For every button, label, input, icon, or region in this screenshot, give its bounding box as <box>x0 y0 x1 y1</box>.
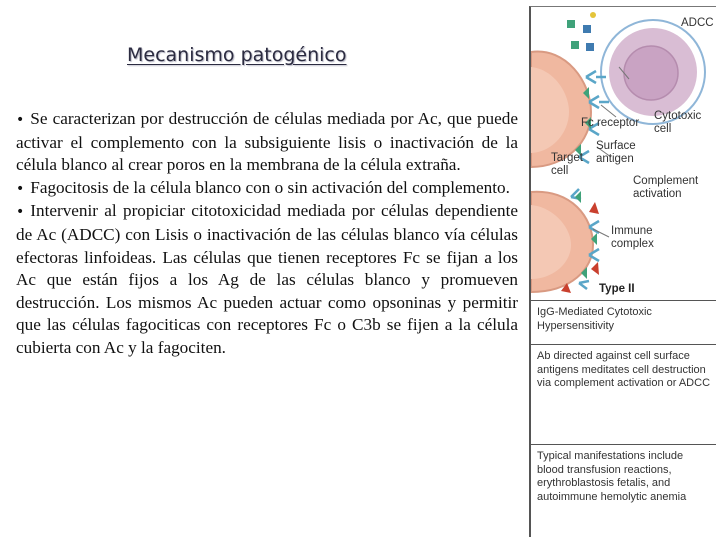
paragraph-2-text: Fagocitosis de la célula blanco con o sin activación del complemento. <box>30 177 510 197</box>
label-complement-activation: Complement activation <box>633 175 699 200</box>
granule <box>571 41 579 49</box>
label-surface-antigen: Surface antigen <box>596 140 636 165</box>
paragraph-1 <box>16 108 518 177</box>
granule <box>567 20 575 28</box>
granule <box>586 43 594 51</box>
label-adcc: ADCC <box>681 17 714 29</box>
bullet: • <box>16 204 25 221</box>
box-mechanism: Ab directed against cell surface antigens meditates cell destruction via complement activation or ADCC <box>531 344 716 444</box>
type-label: Type II <box>599 283 635 295</box>
box-heading: IgG-Mediated Cytotoxic Hypersensitivity <box>531 300 716 344</box>
label-immune-complex: Immune complex <box>611 225 654 250</box>
paragraph-1-text: Se caracterizan por destrucción de células mediada por Ac, que puede activar el complemento con la subsiguiente lisis o inactivación de la célula blanco al crear poros en la membrana de la célula extraña. <box>16 109 518 175</box>
label-cytotoxic-cell: Cytotoxic cell <box>654 110 702 135</box>
label-target-cell: Target cell <box>551 152 583 177</box>
label-fc-receptor: Fc receptor <box>581 117 640 129</box>
bullet: • <box>16 112 25 128</box>
body-text <box>16 108 518 360</box>
slide-title: Mecanismo patogénico <box>127 44 347 66</box>
granule <box>583 25 591 33</box>
figure-panel <box>529 6 716 537</box>
paragraph-3 <box>16 200 518 359</box>
bullet: • <box>16 180 25 197</box>
granule <box>590 12 596 18</box>
paragraph-3-text: Intervenir al propiciar citotoxicidad mediada por células dependiente de Ac (ADCC) con Lisis o inactivación de las células blanco vía células efectoras linfoideas. Las células que tienen receptores Fc se fijan a los Ac que están fijos a los Ag de las células blanco y promueven destrucción. Los mismos Ac pueden actuar como opsoninas y permitir que las células fagociticas con receptores Fc o C3b se fijen a la célula cubierta con Ac y la fagociten. <box>16 201 518 357</box>
cytotoxic-cell-nucleus <box>624 46 678 100</box>
box-manifestations: Typical manifestations include blood transfusion reactions, erythroblastosis fetalis, and autoimmune hemolytic anemia <box>531 444 716 537</box>
paragraph-2 <box>16 177 518 201</box>
